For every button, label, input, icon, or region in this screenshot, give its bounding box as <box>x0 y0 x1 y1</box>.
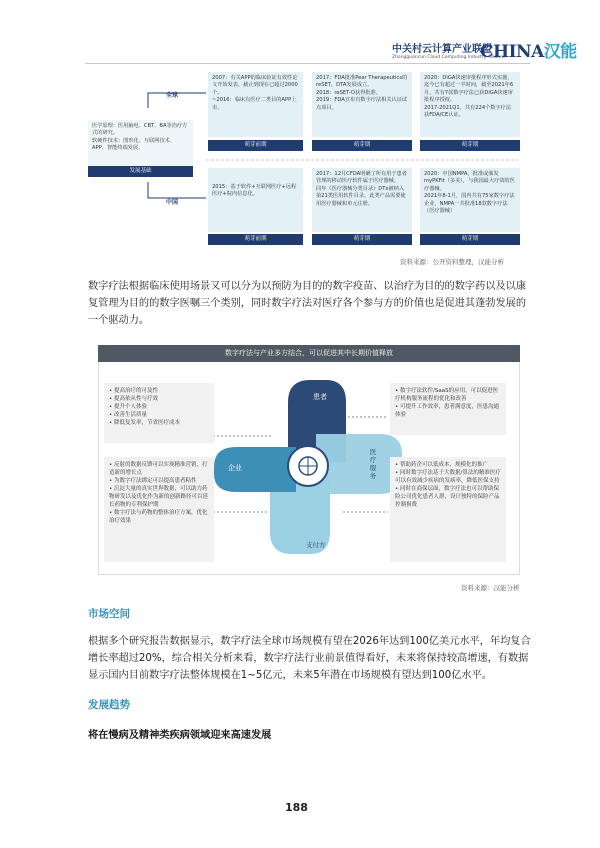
br-item-1: • 同时数字疗法基于大数据/算法的精准医疗可以有效减少疾病的发病率，降低医保支持 <box>395 470 501 484</box>
label-provider: 医疗服务 <box>369 448 377 480</box>
alliance-logo: 中关村云计算产业联盟 <box>392 44 492 55</box>
global-band-1: 萌芽前期 <box>208 140 303 151</box>
timeline-source: 资料来源：公开资料整理，汉能分析 <box>400 258 504 266</box>
paragraph-categories: 数字疗法根据临床使用场景又可以分为以预防为目的的数字疫苗、以治疗为目的的数字药以及以康复管理为目的的数字医嘱三个类别，同时数字疗法对医疗各个参与方的价值也是促进其蓬勃发展的一个驱动力。 <box>88 281 527 326</box>
section-heading-trend: 发展趋势 <box>88 699 130 711</box>
region-label-global: 全球 <box>166 92 179 99</box>
br-item-2: • 同时在商保层面，数字疗法也可以帮助保险公司优化患者人群，设计独特的保险产品控制损费 <box>395 486 500 508</box>
tl-item-3: • 改善生活质量 <box>109 412 148 418</box>
paragraph-market: 根据多个研究报告数据显示，数字疗法全球市场规模有望在2026年达到100亿美元水平，年均复合增长率超过20%，综合相关分析来看，数字疗法行业前景值得看好，未来将保持较高增速，有数据显示国内目前数字疗法整体规模在1~5亿元，未来5年潜在市场规模有望达到100亿水平。 <box>88 636 531 681</box>
box-pharma-values <box>104 457 214 562</box>
subheading-chronic: 将在慢病及精神类疾病领域迎来高速发展 <box>88 730 272 741</box>
global-band-2: 萌芽期 <box>312 140 412 151</box>
alliance-logo-subtitle: Zhongguancun Cloud Computing Industry Alliance <box>392 55 506 60</box>
tl-item-4: • 降低复发率，节省医疗成本 <box>109 420 181 426</box>
basis-band: 发展基础 <box>88 166 193 177</box>
china-box-3: 2020：中国NMPA，批准或颁发myPKFit（多美），与我国最大疗效的医疗器械。 2021年8-1月，国内共有75家数字疗法企业，NMPA一共批准18款数字疗法（医疗器械） <box>420 168 520 232</box>
bl-item-0: • 反射的数据反馈可以实现精准营销，打造新的增长点 <box>109 462 208 476</box>
tl-item-2: • 提升个人体验 <box>109 404 148 410</box>
box-payer-values <box>390 457 506 562</box>
bl-item-1: • 为数字疗法绑定可以提高患者粘性 <box>109 478 197 484</box>
basis-text: 医学原理：医用脑电、CBT、BA等治疗方式的研究。 软硬件技术：图形化、互联网技术、APP、智能终端发展。 <box>88 120 193 166</box>
global-box-1: 2007：有关APP的临床验证有效性论文开始发表，截止到现在已超过2000个。 ~2016：临床有医疗二类目的APP上市。 <box>208 72 303 137</box>
logo2-accent: 汉能 <box>543 42 577 62</box>
china-box-1: 2015：基于软件+互联网医疗+远程医疗+院内信息化。 <box>208 168 303 232</box>
br-item-0: • 帮助药企可以低成本、规模化的推广 <box>395 462 489 468</box>
diagram-source: 资料来源：汉能分析 <box>461 584 520 592</box>
bl-item-2: • 沉淀大量的真实世界数据，可以助力药物研发以及优化作为新的创新路径可以延长药物的专利保护期 <box>109 486 209 508</box>
label-payer: 支付方 <box>306 541 326 549</box>
tr-item-1: • 可提升工作效率，患者满意度，医患沟通体验 <box>395 404 500 418</box>
region-label-china: 中国 <box>166 199 179 206</box>
box-patient-values <box>104 383 214 443</box>
connector-china <box>148 182 206 198</box>
tr-item-0: • 数字疗法软件/SaaS的应用，可以促进医疗机构服务流程的优化和改善 <box>395 388 499 402</box>
bl-item-3: • 数字疗法与药物的整体治疗方案，优化治疗效果 <box>109 510 208 524</box>
label-pharma: 企业 <box>228 464 242 472</box>
china-band-1: 萌芽前期 <box>208 234 303 245</box>
page-number: 188 <box>285 801 308 814</box>
header-divider <box>85 63 530 64</box>
box-provider-values <box>390 383 506 435</box>
china-box-2: 2017：12月CFDA明确了所有用于患者管理的移动医疗软件属于医疗器械。 同年《医疗器械分类目录》DTx被纳入第21类医用软件目录，此类产品需要使用医疗器械和单元注册。 <box>312 168 412 232</box>
petal-pharma <box>214 447 296 492</box>
tl-item-1: • 提高依从性与疗效 <box>109 396 159 402</box>
section-heading-market: 市场空间 <box>88 608 130 620</box>
logo2-main: CHINA <box>480 42 544 62</box>
global-box-3: 2020：DiGA快速审批程序形式实施，迄今已有超过一半时间，截至2021年6月，共有7款数字疗法已获DiGA快速审批程序授权。 2017-2021Q1，共有224个数字疗法获FDA/CE认证。 <box>420 72 520 137</box>
label-patient: 患者 <box>313 393 327 401</box>
value-diagram-title: 数字疗法与产业多方结合，可以促进其中长期价值释放 <box>98 345 520 362</box>
tl-item-0: • 提高治疗的可及性 <box>109 388 159 394</box>
global-box-2: 2017：FDA批准Pear Therapeutics的reSET，DTA发展成立。 2018：reSET-O获得批准。 2019：FDA宣布有数字疗法相关认证试点项目。 <box>312 72 412 137</box>
china-renaissance-logo <box>480 37 577 62</box>
global-band-3: 萌芽期 <box>420 140 520 151</box>
china-band-3: 萌芽期 <box>420 234 520 245</box>
china-band-2: 萌芽期 <box>312 234 412 245</box>
